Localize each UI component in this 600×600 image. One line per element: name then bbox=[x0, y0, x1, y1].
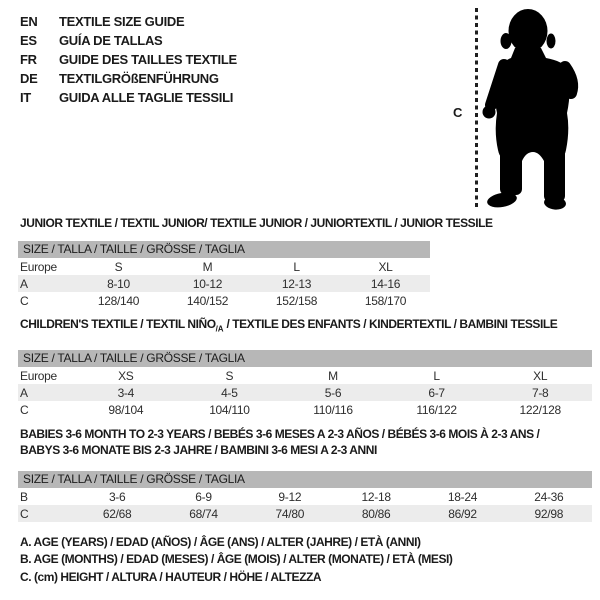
language-code: EN bbox=[20, 14, 38, 29]
language-code: FR bbox=[20, 52, 37, 67]
size-table-row-europe bbox=[18, 367, 592, 384]
junior-table-title bbox=[20, 215, 493, 231]
size-table-row-a bbox=[18, 275, 430, 292]
size-cell: XL bbox=[378, 259, 393, 274]
row-label: C bbox=[20, 402, 29, 417]
size-table-row-c bbox=[18, 505, 592, 522]
size-cell: 152/158 bbox=[275, 293, 318, 308]
size-cell: 14-16 bbox=[370, 276, 401, 291]
row-label: C bbox=[20, 293, 29, 308]
size-cell: 62/68 bbox=[102, 506, 132, 521]
size-cell: 5-6 bbox=[324, 385, 342, 400]
junior-textile-section bbox=[18, 215, 493, 309]
size-table-row-europe bbox=[18, 258, 430, 275]
title-text: JUNIOR TEXTILE / TEXTIL JUNIOR/ TEXTILE JUNIOR / JUNIORTEXTIL / JUNIOR TESSILE bbox=[20, 216, 493, 230]
guide-title-fr: GUIDE DES TAILLES TEXTILE bbox=[59, 52, 237, 67]
size-header-bar: SIZE / TALLA / TAILLE / GRÖSSE / TAGLIA bbox=[18, 350, 592, 367]
children-textile-section bbox=[18, 316, 592, 418]
legend-line-b: B. AGE (MONTHS) / EDAD (MESES) / ÂGE (MOIS) / ALTER (MONATE) / ETÀ (MESI) bbox=[20, 552, 453, 567]
size-cell: 6-9 bbox=[195, 489, 212, 504]
size-table-row-a bbox=[18, 384, 592, 401]
language-row bbox=[20, 69, 237, 88]
title-text: / TEXTILE DES ENFANTS / KINDERTEXTIL / BAMBINI TESSILE bbox=[223, 317, 558, 331]
table-title-line bbox=[20, 316, 592, 337]
size-cell: 74/80 bbox=[275, 506, 305, 521]
height-dimension-label: C bbox=[453, 105, 463, 120]
guide-title-es: GUÍA DE TALLAS bbox=[59, 33, 163, 48]
language-code: IT bbox=[20, 90, 31, 105]
size-cell: 158/170 bbox=[364, 293, 407, 308]
size-cell: 122/128 bbox=[519, 402, 561, 417]
toddler-silhouette-icon bbox=[481, 5, 595, 210]
language-code: DE bbox=[20, 71, 38, 86]
legend-line-c: C. (cm) HEIGHT / ALTURA / HAUTEUR / HÖHE / ALTEZZA bbox=[20, 569, 322, 584]
size-cell: S bbox=[114, 259, 123, 274]
language-title-block bbox=[20, 12, 237, 107]
language-row bbox=[20, 31, 237, 50]
table-title-line bbox=[20, 426, 592, 442]
size-cell: M bbox=[328, 368, 338, 383]
children-table-title bbox=[20, 316, 592, 337]
guide-title-de: TEXTILGRÖßENFÜHRUNG bbox=[59, 71, 219, 86]
size-cell: 12-13 bbox=[281, 276, 312, 291]
size-cell: XS bbox=[118, 368, 134, 383]
babies-textile-section bbox=[18, 426, 592, 522]
table-title-line bbox=[20, 442, 592, 458]
size-cell: 12-18 bbox=[361, 489, 391, 504]
language-row bbox=[20, 50, 237, 69]
size-cell: 8-10 bbox=[107, 276, 130, 291]
height-measure-line bbox=[475, 8, 478, 208]
size-table-row-b bbox=[18, 488, 592, 505]
size-cell: 110/116 bbox=[313, 402, 353, 417]
size-cell: L bbox=[293, 259, 300, 274]
guide-title-en: TEXTILE SIZE GUIDE bbox=[59, 14, 185, 29]
size-cell: 98/104 bbox=[108, 402, 144, 417]
size-cell: 104/110 bbox=[209, 402, 250, 417]
row-label: B bbox=[20, 489, 28, 504]
row-label: A bbox=[20, 385, 28, 400]
size-cell: 128/140 bbox=[97, 293, 140, 308]
language-code: ES bbox=[20, 33, 37, 48]
legend-block bbox=[20, 534, 452, 586]
row-label: C bbox=[20, 506, 29, 521]
row-label: Europe bbox=[20, 368, 57, 383]
subscript-text: /A bbox=[215, 324, 224, 334]
size-cell: 10-12 bbox=[192, 276, 223, 291]
size-cell: 3-4 bbox=[117, 385, 135, 400]
size-cell: 4-5 bbox=[221, 385, 238, 400]
guide-title-it: GUIDA ALLE TAGLIE TESSILI bbox=[59, 90, 234, 105]
size-header-bar: SIZE / TALLA / TAILLE / GRÖSSE / TAGLIA bbox=[18, 241, 430, 258]
title-text: CHILDREN'S TEXTILE / TEXTIL NIÑO bbox=[20, 317, 216, 331]
title-text: BABYS 3-6 MONATE BIS 2-3 JAHRE / BAMBINI 3-6 MESI A 2-3 ANNI bbox=[20, 443, 377, 457]
children-size-table bbox=[18, 367, 592, 418]
legend-line-a: A. AGE (YEARS) / EDAD (AÑOS) / ÂGE (ANS) / ALTER (JAHRE) / ETÀ (ANNI) bbox=[20, 535, 421, 549]
size-cell: 140/152 bbox=[186, 293, 229, 308]
size-cell: 92/98 bbox=[534, 506, 564, 521]
table-title-line bbox=[20, 215, 493, 231]
size-cell: 3-6 bbox=[108, 489, 126, 504]
babies-table-title bbox=[20, 426, 592, 458]
junior-size-table bbox=[18, 258, 430, 309]
size-table-row-c bbox=[18, 292, 430, 309]
size-cell: 68/74 bbox=[189, 506, 218, 521]
size-cell: 9-12 bbox=[278, 489, 302, 504]
size-cell: 18-24 bbox=[447, 489, 478, 504]
row-label: A bbox=[20, 276, 28, 291]
size-header-bar: SIZE / TALLA / TAILLE / GRÖSSE / TAGLIA bbox=[18, 471, 592, 488]
size-cell: 86/92 bbox=[448, 506, 477, 521]
size-cell: 24-36 bbox=[534, 489, 564, 504]
title-text: BABIES 3-6 MONTH TO 2-3 YEARS / BEBÉS 3-6 MESES A 2-3 AÑOS / BÉBÉS 3-6 MOIS À 2-3 ANS / bbox=[20, 427, 540, 441]
size-cell: 7-8 bbox=[531, 385, 549, 400]
row-label: Europe bbox=[20, 259, 57, 274]
size-cell: XL bbox=[533, 368, 548, 383]
size-cell: 80/86 bbox=[361, 506, 391, 521]
babies-size-table bbox=[18, 488, 592, 522]
language-row bbox=[20, 88, 237, 107]
size-cell: 6-7 bbox=[428, 385, 445, 400]
language-row bbox=[20, 12, 237, 31]
size-cell: L bbox=[433, 368, 440, 383]
size-cell: S bbox=[225, 368, 234, 383]
size-cell: 116/122 bbox=[416, 402, 457, 417]
size-table-row-c bbox=[18, 401, 592, 418]
size-cell: M bbox=[202, 259, 213, 274]
